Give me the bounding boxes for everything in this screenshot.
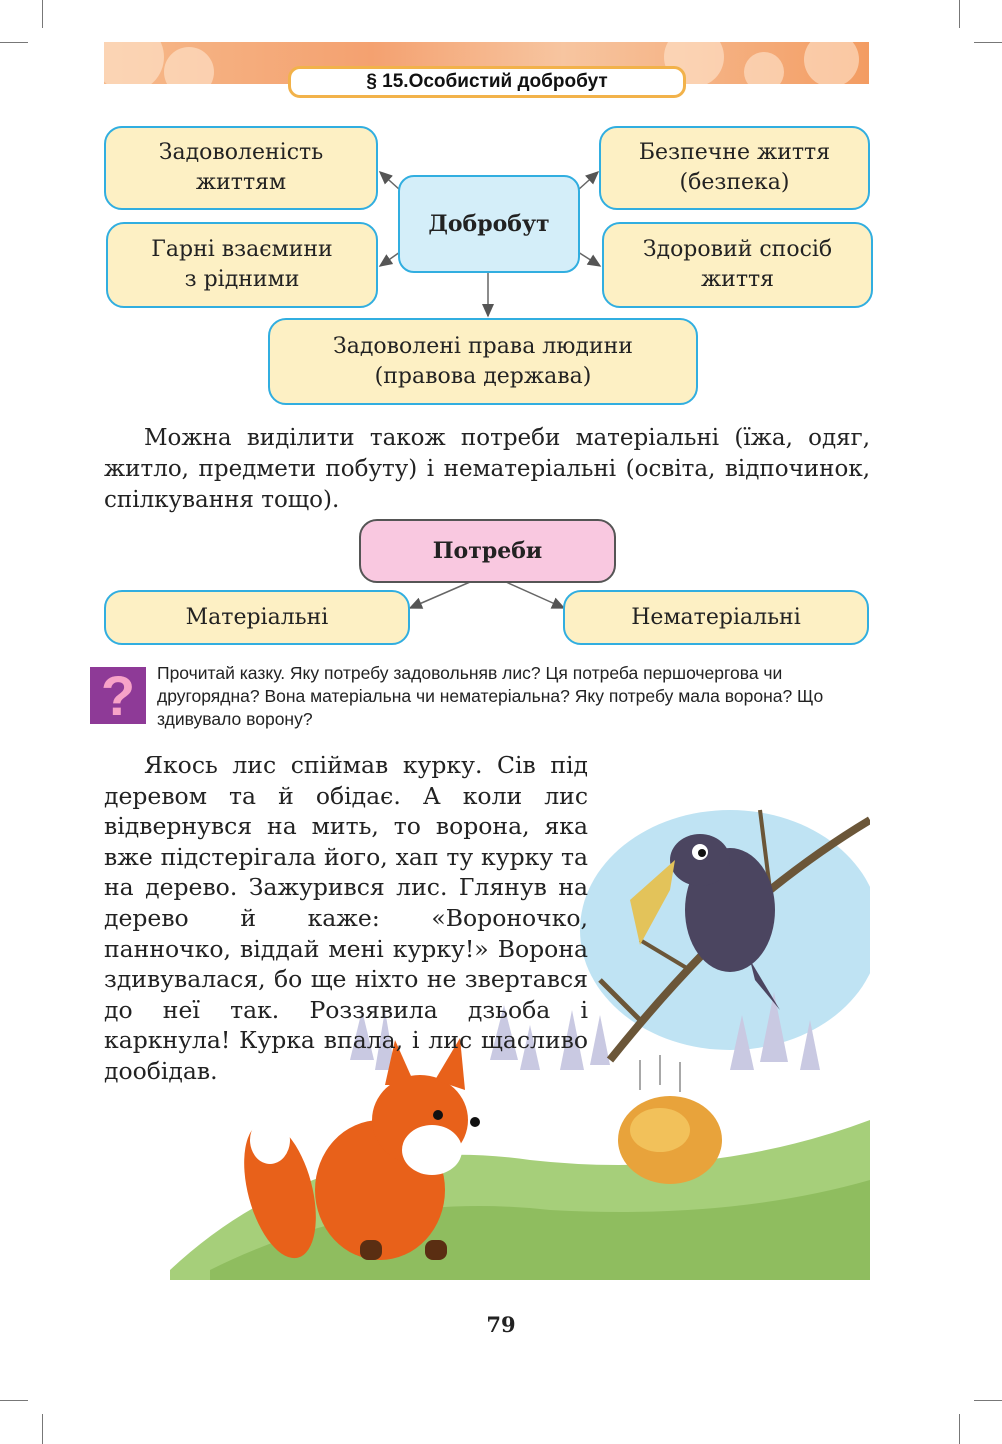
needs-paragraph [104,423,870,516]
box-material-needs: Матеріальні [104,590,410,645]
crop-mark [42,1414,43,1444]
box-nonmaterial-needs: Нематеріальні [563,590,869,645]
tale-text-content: Якось лис спіймав курку. Сів під деревом та й обідає. А коли лис відвернувся на мить, то ворона, яка вже підстерігала його, хап ту курку та на дерево. Зажурився лис. Глянув на дерево й каже: «Вороночко, панночко, віддай мені курку!» Ворона здивувалася, бо ще ніхто не звертався до неї так. Роззявила дзьоба і каркнула! Курка впала, і лис щасливо дообідав. [104,751,588,1085]
crop-mark [959,1414,960,1444]
page-number: 79 [486,1312,516,1337]
crop-mark [974,1400,1002,1401]
question-text: Прочитай казку. Яку потребу задовольняв лис? Ця потреба першочергова чи другорядна? Вона матеріальна чи нематеріальна? Яку потребу мала ворона? Що здивувало ворону? [157,663,824,729]
tale-text [104,750,588,1087]
box-needs: Потреби [359,519,616,583]
box-family-relations: Гарні взаємини з рідними [106,222,378,308]
box-safe-life: Безпечне життя (безпека) [599,126,870,210]
section-title: § 15.Особистий добробут [288,66,686,98]
needs-paragraph-text: Можна виділити також потреби матеріальні (їжа, одяг, житло, предмети побуту) і нематеріальні (освіта, відпочинок, спілкування тощо). [104,425,870,513]
crop-mark [0,1400,28,1401]
question-mark-icon: ? [90,667,146,724]
box-wellbeing-center: Добробут [398,175,580,273]
box-healthy-lifestyle: Здоровий спосіб життя [602,222,873,308]
box-human-rights: Задоволені права людини (правова держава) [268,318,698,405]
box-life-satisfaction: Задоволеність життям [104,126,378,210]
